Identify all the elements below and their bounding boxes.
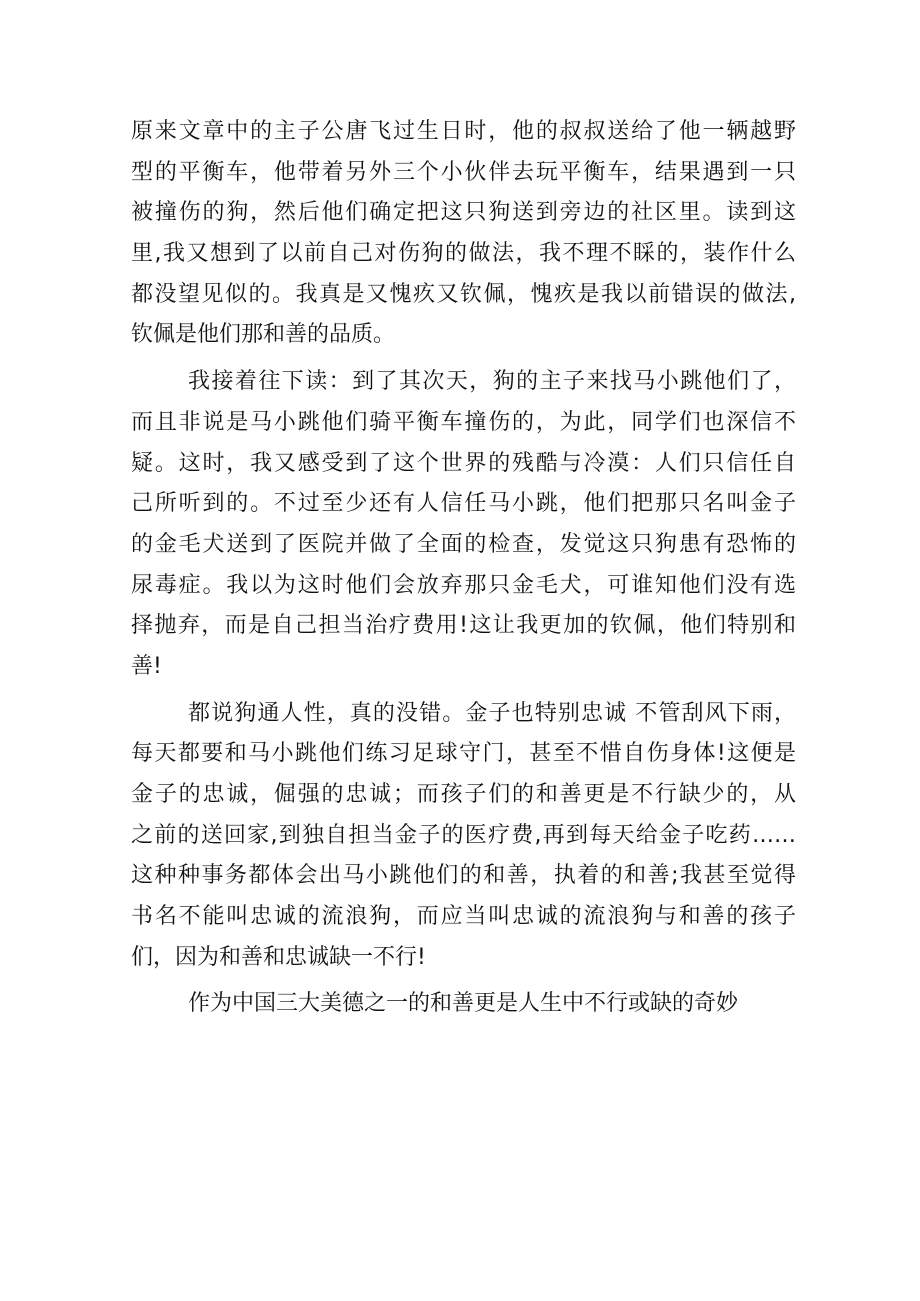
- text-line: 每天都要和马小跳他们练习足球守门，甚至不惜自伤身体!这便是: [131, 741, 796, 767]
- text-line: 们，因为和善和忠诚缺一不行!: [131, 944, 426, 970]
- paragraph-4: [131, 984, 796, 1025]
- text-line: 都说狗通人性，真的没错。金子也特别忠诚 不管刮风下雨，: [188, 700, 796, 726]
- text-line: 己所听到的。不过至少还有人信任马小跳，他们把那只名叫金子: [131, 491, 796, 517]
- text-line: 书名不能叫忠诚的流浪狗，而应当叫忠诚的流浪狗与和善的孩子: [131, 904, 796, 930]
- text-line: 尿毒症。我以为这时他们会放弃那只金毛犬，可谁知他们没有选: [131, 572, 796, 598]
- text-line: 里,我又想到了以前自己对伤狗的做法，我不理不睬的，装作什么: [131, 241, 796, 267]
- text-line: 原来文章中的主子公唐飞过生日时，他的叔叔送给了他一辆越野: [131, 119, 796, 144]
- text-line: 作为中国三大美德之一的和善更是人生中不行或缺的奇妙: [188, 991, 739, 1017]
- text-line: 金子的忠诚，倔强的忠诚；而孩子们的和善更是不行缺少的，从: [131, 782, 796, 807]
- text-line: 型的平衡车，他带着另外三个小伙伴去玩平衡车，结果遇到一只: [131, 159, 796, 185]
- text-line: 疑。这时，我又感受到了这个世界的残酷与冷漠：人们只信任自: [131, 450, 796, 476]
- paragraph-1: [131, 112, 796, 356]
- text-line: 善!: [131, 653, 162, 679]
- text-line: 钦佩是他们那和善的品质。: [131, 322, 396, 348]
- paragraph-2: [131, 362, 796, 688]
- text-line: 我接着往下读：到了其次天，狗的主子来找马小跳他们了，: [188, 369, 796, 395]
- text-line: 之前的送回家,到独自担当金子的医疗费,再到每天给金子吃药……: [131, 822, 796, 848]
- paragraph-3: [131, 694, 796, 979]
- text-line: 而且非说是马小跳他们骑平衡车撞伤的，为此，同学们也深信不: [131, 409, 796, 435]
- text-line: 被撞伤的狗，然后他们确定把这只狗送到旁边的社区里。读到这: [131, 200, 796, 226]
- document-body: [131, 112, 796, 1025]
- text-line: 这种种事务都体会出马小跳他们的和善，执着的和善;我甚至觉得: [131, 863, 796, 889]
- text-line: 择抛弃，而是自己担当治疗费用!这让我更加的钦佩，他们特别和: [131, 613, 796, 639]
- text-line: 的金毛犬送到了医院并做了全面的检查，发觉这只狗患有恐怖的: [131, 531, 796, 557]
- text-line: 都没望见似的。我真是又愧疚又钦佩，愧疚是我以前错误的做法,: [131, 281, 796, 307]
